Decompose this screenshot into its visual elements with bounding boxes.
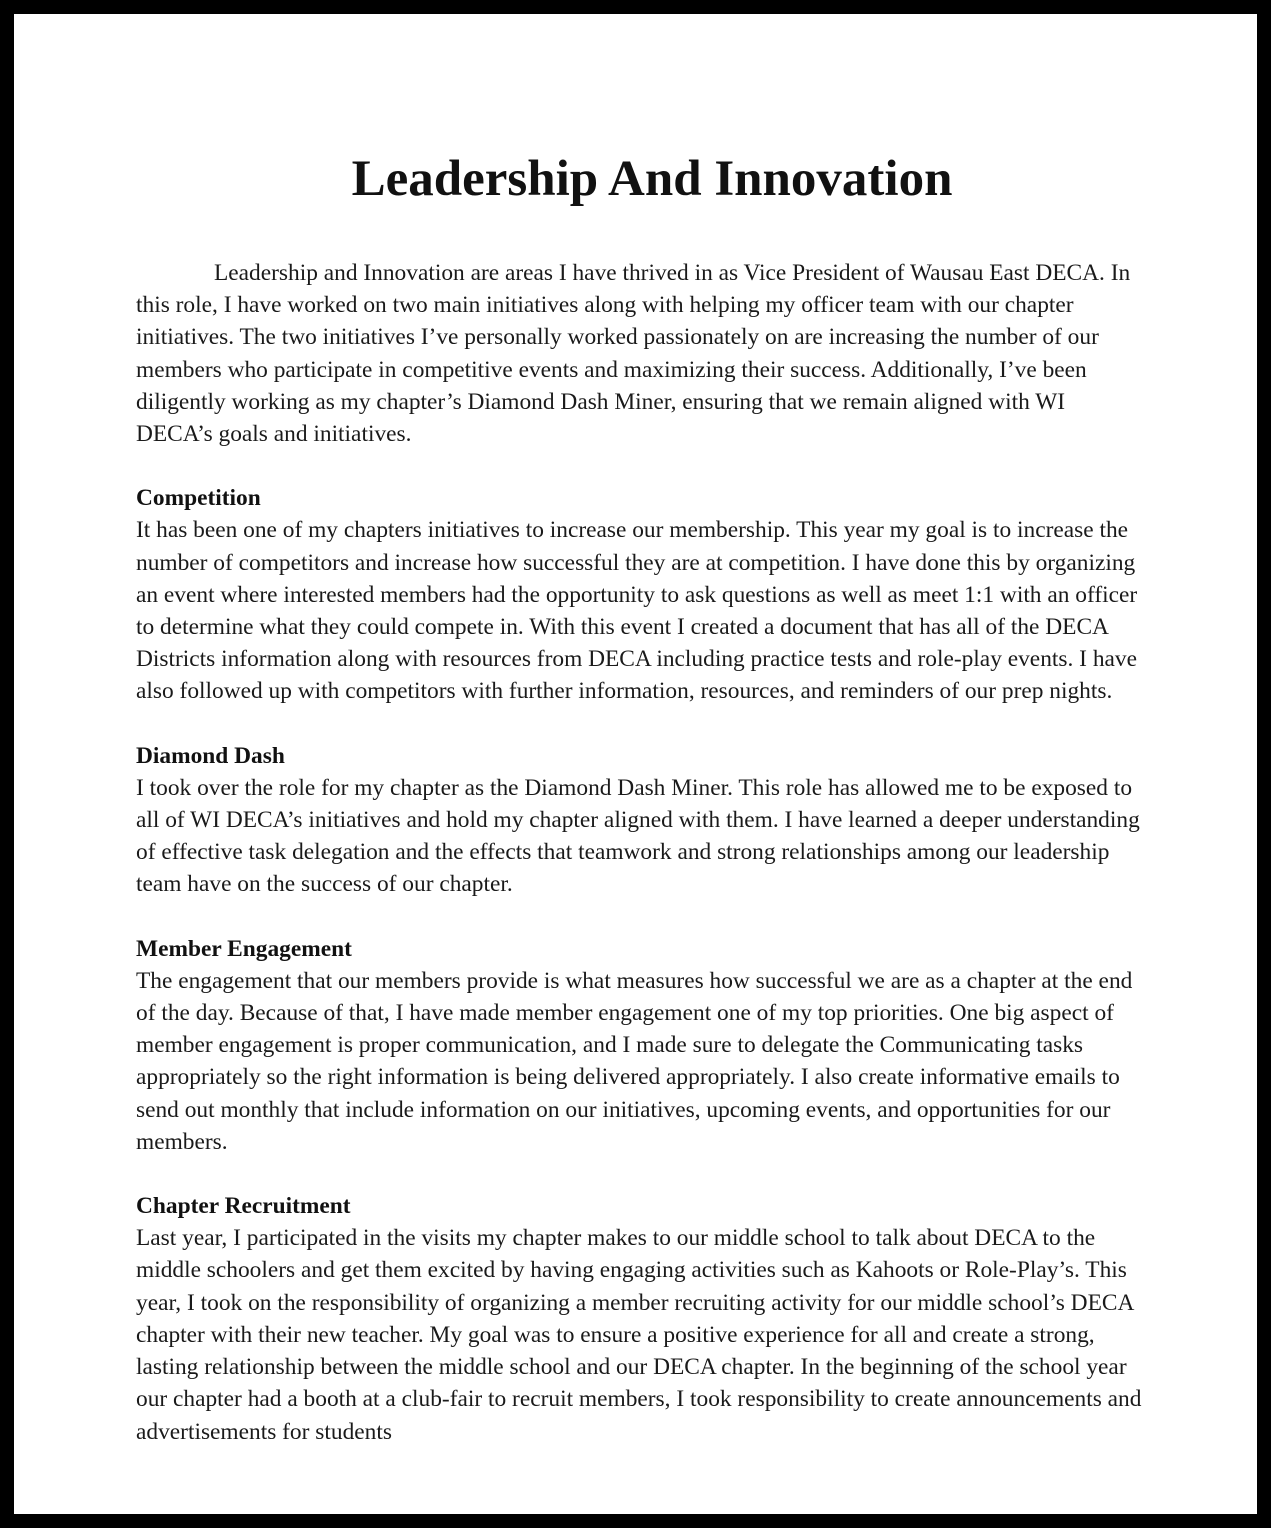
- intro-paragraph: Leadership and Innovation are areas I have thrived in as Vice President of Wausau East DECA. In this role, I have worked on two main initiatives along with helping my officer team with our chapter initiatives. The two initiatives I’ve personally worked passionately on are increasing the number of our members who participate in competitive events and maximizing their success. Additionally, I’ve been diligently working as my chapter’s Diamond Dash Miner, ensuring that we remain aligned with WI DECA’s goals and initiatives.: [136, 260, 1131, 448]
- section-heading: Competition: [136, 485, 261, 512]
- section-paragraph: It has been one of my chapters initiatives to increase our membership. This year my goal is to increase the number of competitors and increase how successful they are at competition. I have done this by organizing an event where interested members had the opportunity to ask questions as well as meet 1:1 with an officer to determine what they could compete in. With this event I created a document that has all of the DECA Districts information along with resources from DECA including practice tests and role-play events. I have also followed up with competitors with further information, resources, and reminders of our prep nights.: [136, 517, 1138, 705]
- section-paragraph: Last year, I participated in the visits my chapter makes to our middle school to talk about DECA to the middle schoolers and get them excited by having engaging activities such as Kahoots or Role-Play’s. This year, I took on the responsibility of organizing a member recruiting activity for our middle school’s DECA chapter with their new teacher. My goal was to ensure a positive experience for all and create a strong, lasting relationship between the middle school and our DECA chapter. In the beginning of the school year our chapter had a booth at a club-fair to recruit members, I took responsibility to create announcements and advertisements for students: [136, 1225, 1142, 1445]
- section-paragraph: I took over the role for my chapter as the Diamond Dash Miner. This role has allowed me to be exposed to all of WI DECA’s initiatives and hold my chapter aligned with them. I have learned a deeper understanding of effective task delegation and the effects that teamwork and strong relationships among our leadership team have on the success of our chapter.: [136, 774, 1140, 898]
- section-heading: Member Engagement: [136, 935, 352, 962]
- section-member-engagement: [136, 933, 1146, 1158]
- document-body: [136, 257, 1146, 1448]
- section-diamond-dash: [136, 740, 1146, 901]
- section-heading: Diamond Dash: [136, 742, 285, 769]
- section-heading: Chapter Recruitment: [136, 1193, 351, 1220]
- section-chapter-recruitment: [136, 1190, 1146, 1448]
- document-page: [14, 14, 1257, 1514]
- section-competition: [136, 482, 1146, 707]
- section-paragraph: The engagement that our members provide is what measures how successful we are as a chapter at the end of the day. Because of that, I have made member engagement one of my top priorities. One big aspect of member engagement is proper communication, and I made sure to delegate the Communicating tasks appropriately so the right information is being delivered appropriately. I also create informative emails to send out monthly that include information on our initiatives, upcoming events, and opportunities for our members.: [136, 967, 1133, 1155]
- document-title: Leadership And Innovation: [351, 151, 953, 207]
